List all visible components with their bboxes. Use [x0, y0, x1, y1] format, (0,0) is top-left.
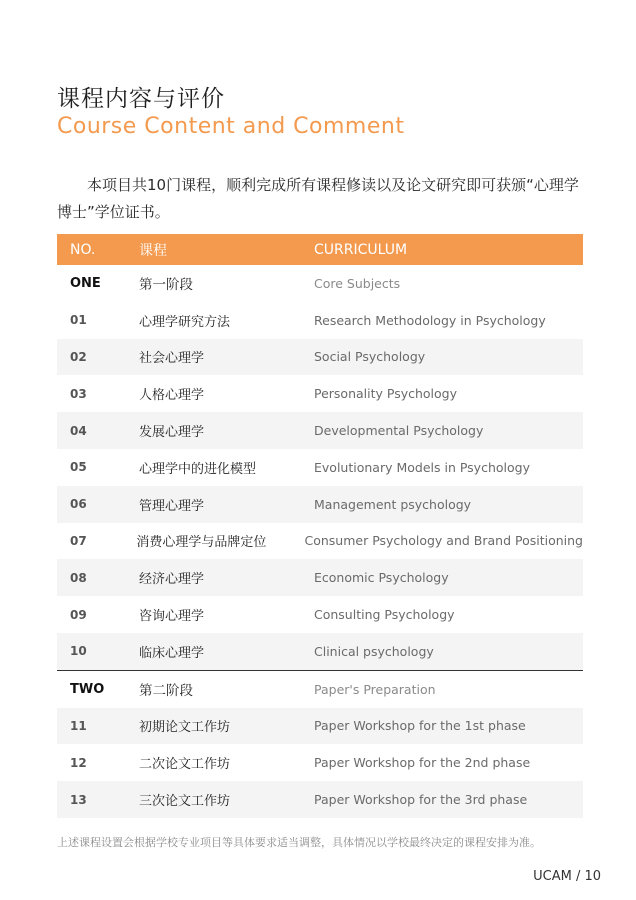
course-name-cn: 三次论文工作坊: [139, 794, 231, 810]
course-name-en: Paper Workshop for the 3rd phase: [314, 792, 528, 808]
table-row: [57, 559, 583, 596]
row-number: 01: [70, 313, 87, 328]
table-row: [57, 412, 583, 449]
course-name-cn: 经济心理学: [139, 572, 205, 588]
intro-text: 本项目共10门课程，顺利完成所有课程修读以及论文研究即可获颁“心理学博士”学位证书。: [57, 176, 579, 221]
row-number: 07: [70, 533, 87, 548]
course-name-en: Consulting Psychology: [314, 607, 455, 623]
table-row: [57, 708, 583, 745]
course-name-cn: 消费心理学与品牌定位: [136, 535, 267, 551]
table-row: [57, 302, 583, 339]
table-row: [57, 523, 583, 560]
course-name-en: Economic Psychology: [314, 570, 449, 586]
phase-row: [57, 670, 583, 708]
header-course: 课程: [139, 242, 167, 259]
row-number: 06: [70, 497, 87, 512]
course-name-cn: 咨询心理学: [139, 609, 205, 625]
row-number: 10: [70, 644, 87, 659]
course-name-en: Consumer Psychology and Brand Positioning: [304, 533, 583, 549]
course-name-cn: 临床心理学: [139, 645, 205, 661]
course-name-cn: 第二阶段: [139, 683, 193, 700]
row-number: 09: [70, 607, 87, 622]
course-name-en: Research Methodology in Psychology: [314, 312, 546, 328]
header-curriculum: CURRICULUM: [314, 241, 408, 258]
table-row: [57, 781, 583, 818]
course-name-en: Management psychology: [314, 496, 472, 512]
row-number: 05: [70, 460, 87, 475]
table-row: [57, 633, 583, 670]
page-number: UCAM / 10: [533, 869, 601, 884]
intro-paragraph: [57, 172, 587, 226]
footnote: 上述课程设置会根据学校专业项目等具体要求适当调整，具体情况以学校最终决定的课程安排为准。: [57, 836, 541, 849]
course-name-en: Developmental Psychology: [314, 423, 484, 439]
row-number: 12: [70, 755, 87, 770]
row-number: 02: [70, 349, 87, 364]
row-number: 08: [70, 570, 87, 585]
course-name-en: Clinical psychology: [314, 643, 434, 659]
course-name-cn: 管理心理学: [139, 498, 205, 514]
table-header: [57, 234, 583, 265]
header-no: NO.: [70, 241, 96, 258]
table-row: [57, 596, 583, 633]
row-number: 03: [70, 386, 87, 401]
course-name-en: Paper Workshop for the 2nd phase: [314, 755, 531, 771]
table-row: [57, 339, 583, 376]
table-body: [57, 265, 583, 818]
row-number: 11: [70, 718, 87, 733]
course-name-en: Core Subjects: [314, 275, 401, 291]
page-subtitle: Course Content and Comment: [57, 114, 405, 139]
course-name-en: Paper Workshop for the 1st phase: [314, 718, 526, 734]
course-name-cn: 第一阶段: [139, 277, 193, 294]
course-name-en: Paper's Preparation: [314, 681, 436, 697]
table-row: [57, 744, 583, 781]
table-row: [57, 375, 583, 412]
phase-row: [57, 265, 583, 302]
course-name-cn: 社会心理学: [139, 351, 205, 367]
course-name-en: Personality Psychology: [314, 386, 458, 402]
row-number: TWO: [70, 681, 105, 697]
page-title: 课程内容与评价: [57, 86, 225, 112]
course-name-cn: 发展心理学: [139, 425, 205, 441]
row-number: 04: [70, 423, 87, 438]
row-number: 13: [70, 792, 87, 807]
course-name-cn: 心理学中的进化模型: [139, 461, 257, 477]
curriculum-table: [57, 234, 583, 818]
table-row: [57, 449, 583, 486]
course-name-cn: 人格心理学: [139, 388, 205, 404]
course-name-cn: 初期论文工作坊: [139, 720, 231, 736]
course-name-en: Evolutionary Models in Psychology: [314, 459, 530, 475]
row-number: ONE: [70, 275, 101, 291]
course-name-en: Social Psychology: [314, 349, 426, 365]
course-name-cn: 心理学研究方法: [139, 314, 231, 330]
table-row: [57, 486, 583, 523]
course-name-cn: 二次论文工作坊: [139, 757, 231, 773]
